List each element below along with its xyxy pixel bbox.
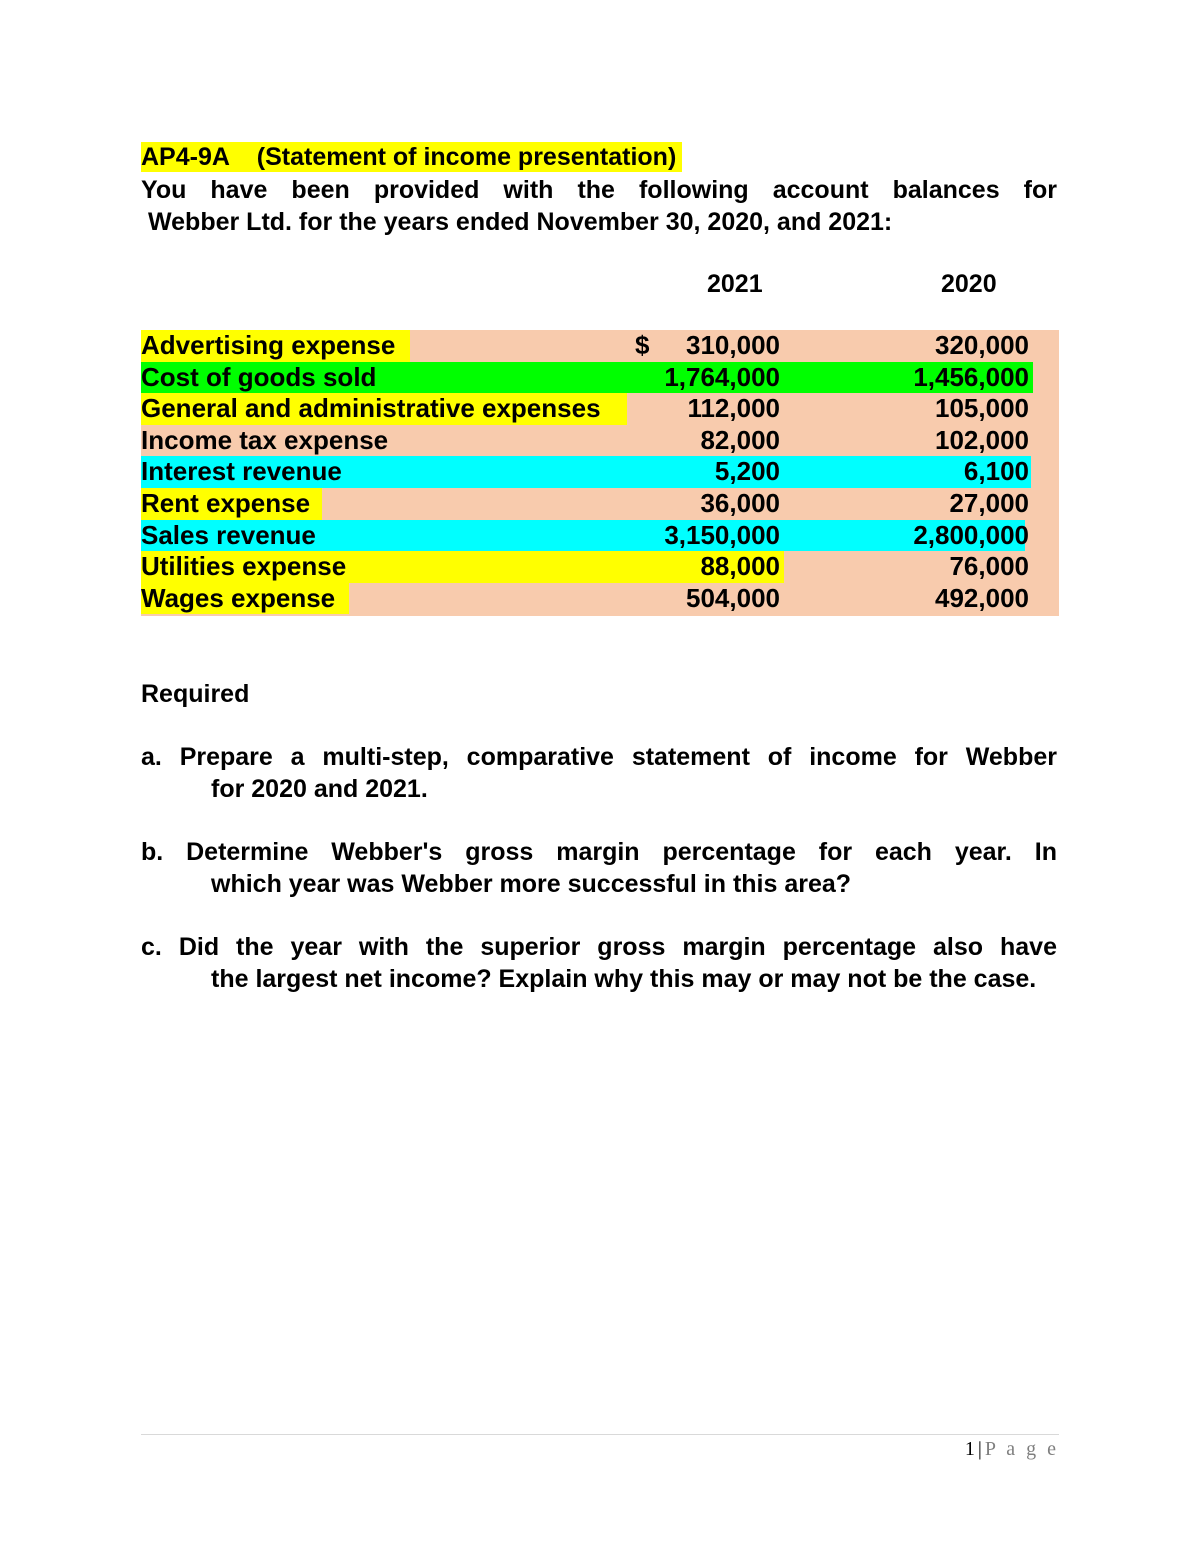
- intro-word: the: [577, 176, 615, 204]
- value-2020: 1,456,000: [913, 361, 1029, 392]
- value-2021: 1,764,000: [664, 361, 780, 392]
- question-continuation: which year was Webber more successful in this area?: [211, 870, 852, 898]
- question-word: of: [767, 743, 792, 771]
- value-2020: 102,000: [935, 424, 1029, 455]
- question-a: [141, 741, 1057, 805]
- table-row: [141, 425, 1059, 457]
- question-word: year.: [954, 838, 1012, 866]
- table-row: [141, 520, 1059, 552]
- question-word: for: [914, 743, 948, 771]
- value-2020: 492,000: [935, 582, 1029, 613]
- account-name: Cost of goods sold: [141, 361, 377, 392]
- value-2020: 6,100: [963, 456, 1029, 487]
- intro-word: have: [210, 176, 268, 204]
- question-word: In: [1034, 838, 1057, 866]
- question-word: statement: [631, 743, 750, 771]
- intro-word: following: [638, 176, 749, 204]
- table-row: [141, 393, 1059, 425]
- question-first-line: [141, 836, 1057, 868]
- value-2020: 105,000: [935, 393, 1029, 424]
- question-word: Webber: [965, 743, 1057, 771]
- value-2021: 5,200: [714, 456, 780, 487]
- value-2020: 2,800,000: [913, 519, 1029, 550]
- value-2021: 36,000: [700, 488, 780, 518]
- intro-paragraph: [141, 174, 1057, 238]
- account-name: Income tax expense: [141, 424, 389, 455]
- intro-word: provided: [373, 176, 480, 204]
- question-word: Prepare: [179, 743, 273, 771]
- intro-word: account: [772, 176, 869, 204]
- page-number: 1: [964, 1438, 978, 1460]
- question-b: [141, 836, 1057, 900]
- account-name: General and administrative expenses: [141, 393, 601, 424]
- page-footer: [965, 1436, 1059, 1462]
- value-2021: 82,000: [700, 424, 780, 455]
- page-separator: |: [977, 1438, 985, 1460]
- account-name: Sales revenue: [141, 519, 316, 550]
- intro-word: for: [1023, 176, 1057, 204]
- value-2021: 310,000: [686, 330, 780, 360]
- account-name: Rent expense: [141, 488, 311, 518]
- problem-title: AP4-9A (Statement of income presentation): [141, 142, 682, 172]
- question-word: margin: [682, 933, 766, 961]
- intro-word: You: [141, 176, 187, 204]
- question-word: percentage: [662, 838, 796, 866]
- question-word: have: [999, 933, 1057, 961]
- question-word: b.: [141, 838, 164, 866]
- question-word: comparative: [466, 743, 614, 771]
- question-word: a: [290, 743, 305, 771]
- question-word: the: [425, 933, 464, 961]
- intro-line-1: [141, 174, 1057, 206]
- question-word: income: [809, 743, 897, 771]
- question-word: also: [933, 933, 984, 961]
- question-word: margin: [556, 838, 640, 866]
- account-name: Utilities expense: [141, 551, 347, 582]
- value-2020: 320,000: [935, 330, 1029, 360]
- question-word: gross: [597, 933, 666, 961]
- value-2020: 76,000: [949, 551, 1029, 582]
- required-heading: Required: [141, 680, 250, 708]
- question-word: gross: [465, 838, 534, 866]
- question-word: Did: [178, 933, 220, 961]
- intro-word: balances: [892, 176, 1000, 204]
- account-name: Wages expense: [141, 582, 336, 613]
- account-name: Advertising expense: [141, 330, 396, 360]
- question-word: each: [874, 838, 932, 866]
- question-word: Webber's: [331, 838, 443, 866]
- value-2021: 3,150,000: [664, 519, 780, 550]
- value-2021: 112,000: [687, 393, 780, 424]
- question-word: percentage: [782, 933, 917, 961]
- table-row: [141, 456, 1059, 488]
- table-row: [141, 583, 1059, 615]
- question-word: year: [290, 933, 342, 961]
- table-row: [141, 551, 1059, 583]
- question-word: the: [236, 933, 274, 961]
- question-first-line: [141, 931, 1057, 963]
- question-word: a.: [141, 743, 162, 771]
- account-name: Interest revenue: [141, 456, 342, 487]
- question-word: with: [358, 933, 409, 961]
- question-word: multi-step,: [322, 743, 449, 771]
- question-word: for: [818, 838, 853, 866]
- intro-word: with: [503, 176, 554, 204]
- question-continuation: the largest net income? Explain why this may or may not be the case.: [211, 965, 1037, 993]
- intro-word: been: [291, 176, 350, 204]
- value-2021: 88,000: [700, 551, 780, 582]
- footer-divider: [141, 1434, 1059, 1435]
- value-2021: 504,000: [686, 582, 780, 613]
- page-label: P a g e: [984, 1438, 1059, 1460]
- question-first-line: [141, 741, 1057, 773]
- table-row: [141, 362, 1059, 394]
- currency-symbol: $: [635, 330, 650, 360]
- question-word: c.: [141, 933, 162, 961]
- question-continuation: for 2020 and 2021.: [211, 775, 428, 803]
- account-balances-table: [141, 330, 1059, 616]
- table-row: [141, 330, 1059, 362]
- question-word: superior: [480, 933, 581, 961]
- column-header-2021: 2021: [707, 270, 763, 298]
- question-c: [141, 931, 1057, 995]
- value-2020: 27,000: [949, 488, 1029, 518]
- question-word: Determine: [186, 838, 309, 866]
- intro-line-2: Webber Ltd. for the years ended November 30, 2020, and 2021:: [148, 208, 893, 236]
- column-header-2020: 2020: [941, 270, 997, 298]
- table-row: [141, 488, 1059, 520]
